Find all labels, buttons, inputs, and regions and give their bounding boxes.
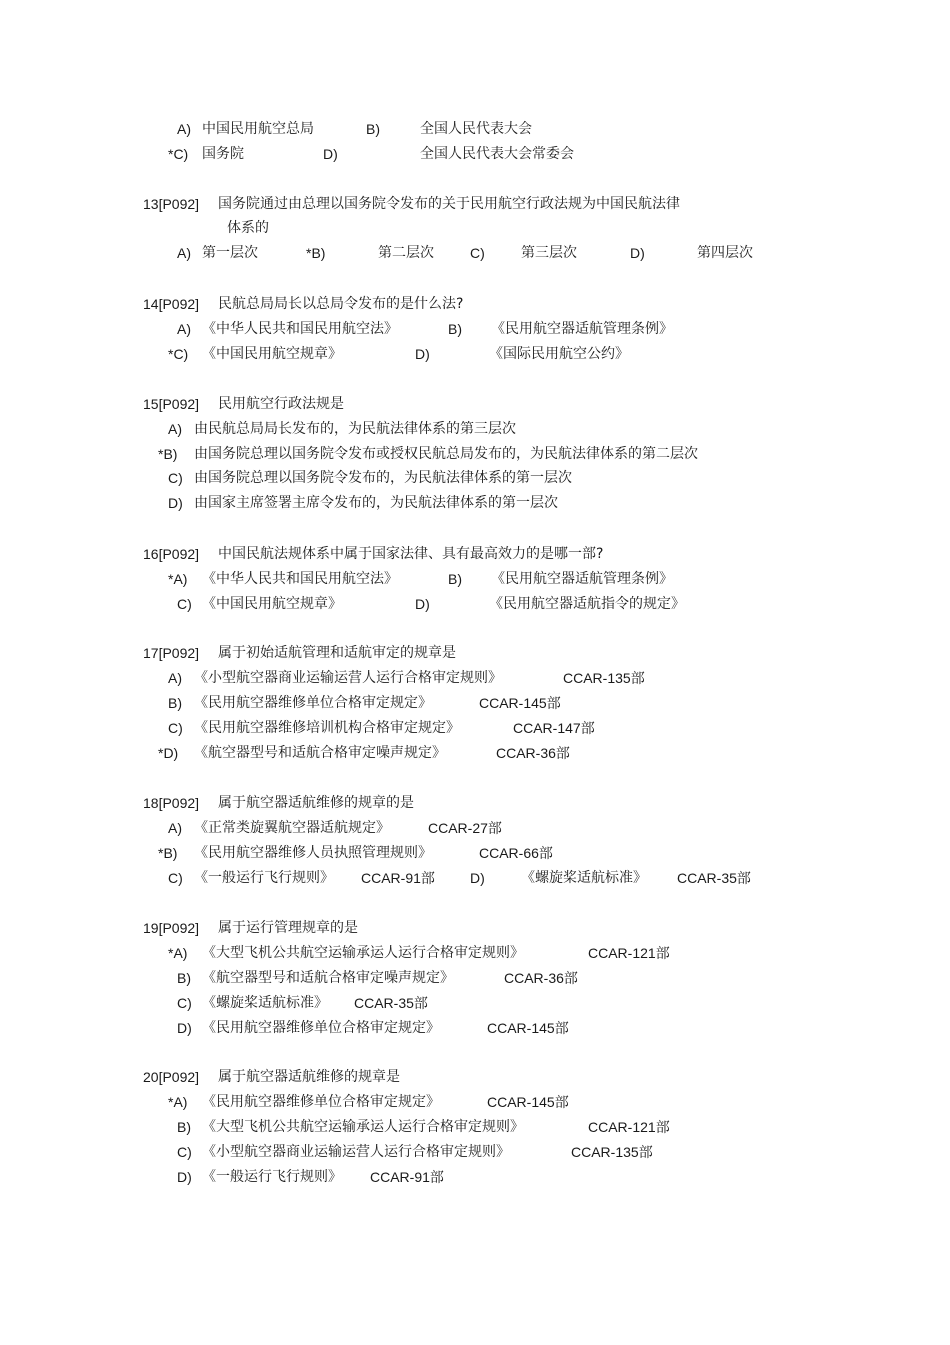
q20-number: 20[P092]	[143, 1069, 200, 1085]
q19-option-d-text: 《民用航空器维修单位合格审定规定》	[202, 1020, 440, 1036]
q14-option-a-text: 《中华人民共和国民用航空法》	[202, 321, 398, 337]
q18-option-c-text: 《一般运行飞行规则》	[194, 870, 334, 886]
q17-option-b-text: 《民用航空器维修单位合格审定规定》	[194, 695, 432, 711]
q15-option-b-label: *B)	[158, 446, 178, 462]
q13-option-d-label: D)	[630, 245, 645, 261]
q16-option-a-text: 《中华人民共和国民用航空法》	[202, 571, 398, 587]
q17-option-a-label: A)	[168, 670, 182, 686]
q20-option-c-code: CCAR-135部	[571, 1144, 653, 1160]
q13-option-a-text: 第一层次	[202, 245, 258, 261]
q14-option-b-label: B)	[448, 321, 462, 337]
q13-number: 13[P092]	[143, 196, 200, 212]
q20-option-a-label: *A)	[168, 1094, 188, 1110]
q19-option-b-text: 《航空器型号和适航合格审定噪声规定》	[202, 970, 454, 986]
q18-option-c-label: C)	[168, 870, 183, 886]
q16-option-b-text: 《民用航空器适航管理条例》	[491, 571, 673, 587]
q19-option-c-label: C)	[177, 995, 192, 1011]
q17-option-c-label: C)	[168, 720, 183, 736]
q15-option-a-label: A)	[168, 421, 182, 437]
q19-option-b-code: CCAR-36部	[504, 970, 578, 986]
q20-option-b-text: 《大型飞机公共航空运输承运人运行合格审定规则》	[202, 1119, 524, 1135]
q18-option-d-label: D)	[470, 870, 485, 886]
q12-option-d-label: D)	[323, 146, 338, 162]
q12-option-b-label: B)	[366, 121, 380, 137]
q18-option-a-label: A)	[168, 820, 182, 836]
q20-option-d-text: 《一般运行飞行规则》	[202, 1169, 342, 1185]
q13-option-a-label: A)	[177, 245, 191, 261]
q12-option-c-label: *C)	[168, 146, 189, 162]
q15-stem: 民用航空行政法规是	[218, 396, 344, 412]
q19-option-a-code: CCAR-121部	[588, 945, 670, 961]
q14-number: 14[P092]	[143, 296, 200, 312]
q13-option-d-text: 第四层次	[697, 245, 753, 261]
q16-option-a-label: *A)	[168, 571, 188, 587]
q18-stem: 属于航空器适航维修的规章的是	[218, 795, 414, 811]
q13-option-c-label: C)	[470, 245, 485, 261]
q19-stem: 属于运行管理规章的是	[218, 920, 358, 936]
q16-number: 16[P092]	[143, 546, 200, 562]
q20-option-a-text: 《民用航空器维修单位合格审定规定》	[202, 1094, 440, 1110]
q18-option-a-text: 《正常类旋翼航空器适航规定》	[194, 820, 390, 836]
q20-option-b-label: B)	[177, 1119, 191, 1135]
q12-option-b-text: 全国人民代表大会	[420, 121, 532, 137]
q17-stem: 属于初始适航管理和适航审定的规章是	[218, 645, 456, 661]
q20-option-c-label: C)	[177, 1144, 192, 1160]
q18-option-d-text: 《螺旋桨适航标准》	[521, 870, 647, 886]
q19-option-d-code: CCAR-145部	[487, 1020, 569, 1036]
q18-option-c-code: CCAR-91部	[361, 870, 435, 886]
q17-option-d-code: CCAR-36部	[496, 745, 570, 761]
q20-option-a-code: CCAR-145部	[487, 1094, 569, 1110]
q18-number: 18[P092]	[143, 795, 200, 811]
q15-option-c-label: C)	[168, 470, 183, 486]
q19-option-c-code: CCAR-35部	[354, 995, 428, 1011]
q17-option-c-code: CCAR-147部	[513, 720, 595, 736]
q14-option-b-text: 《民用航空器适航管理条例》	[491, 321, 673, 337]
q16-stem: 中国民航法规体系中属于国家法律、具有最高效力的是哪一部?	[218, 546, 604, 562]
q20-option-d-code: CCAR-91部	[370, 1169, 444, 1185]
q12-option-d-text: 全国人民代表大会常委会	[420, 146, 574, 162]
q19-option-c-text: 《螺旋桨适航标准》	[202, 995, 328, 1011]
q14-option-d-label: D)	[415, 346, 430, 362]
q19-option-a-text: 《大型飞机公共航空运输承运人运行合格审定规则》	[202, 945, 524, 961]
q20-option-c-text: 《小型航空器商业运输运营人运行合格审定规则》	[202, 1144, 510, 1160]
q17-option-b-code: CCAR-145部	[479, 695, 561, 711]
q17-number: 17[P092]	[143, 645, 200, 661]
q17-option-d-text: 《航空器型号和适航合格审定噪声规定》	[194, 745, 446, 761]
q15-option-d-label: D)	[168, 495, 183, 511]
q15-option-b-text: 由国务院总理以国务院令发布或授权民航总局发布的，为民航法律体系的第二层次	[194, 446, 698, 462]
q14-stem: 民航总局局长以总局令发布的是什么法?	[218, 296, 464, 312]
q18-option-b-label: *B)	[158, 845, 178, 861]
q14-option-d-text: 《国际民用航空公约》	[489, 346, 629, 362]
q13-option-c-text: 第三层次	[521, 245, 577, 261]
q19-option-a-label: *A)	[168, 945, 188, 961]
q15-option-d-text: 由国家主席签署主席令发布的，为民航法律体系的第一层次	[194, 495, 558, 511]
q17-option-b-label: B)	[168, 695, 182, 711]
q20-option-b-code: CCAR-121部	[588, 1119, 670, 1135]
q12-option-a-label: A)	[177, 121, 191, 137]
q13-stem-line2: 体系的	[227, 220, 269, 236]
q19-number: 19[P092]	[143, 920, 200, 936]
q18-option-b-text: 《民用航空器维修人员执照管理规则》	[194, 845, 432, 861]
q16-option-c-text: 《中国民用航空规章》	[202, 596, 342, 612]
q16-option-b-label: B)	[448, 571, 462, 587]
q13-stem-line1: 国务院通过由总理以国务院令发布的关于民用航空行政法规为中国民航法律	[218, 196, 680, 212]
q14-option-c-label: *C)	[168, 346, 189, 362]
q18-option-b-code: CCAR-66部	[479, 845, 553, 861]
q16-option-c-label: C)	[177, 596, 192, 612]
q14-option-c-text: 《中国民用航空规章》	[202, 346, 342, 362]
q17-option-a-text: 《小型航空器商业运输运营人运行合格审定规则》	[194, 670, 502, 686]
q17-option-a-code: CCAR-135部	[563, 670, 645, 686]
q15-number: 15[P092]	[143, 396, 200, 412]
q16-option-d-text: 《民用航空器适航指令的规定》	[489, 596, 685, 612]
q17-option-c-text: 《民用航空器维修培训机构合格审定规定》	[194, 720, 460, 736]
q15-option-a-text: 由民航总局局长发布的，为民航法律体系的第三层次	[194, 421, 516, 437]
q17-option-d-label: *D)	[158, 745, 179, 761]
q19-option-b-label: B)	[177, 970, 191, 986]
q18-option-a-code: CCAR-27部	[428, 820, 502, 836]
q15-option-c-text: 由国务院总理以国务院令发布的，为民航法律体系的第一层次	[194, 470, 572, 486]
q12-option-c-text: 国务院	[202, 146, 244, 162]
q20-stem: 属于航空器适航维修的规章是	[218, 1069, 400, 1085]
q12-option-a-text: 中国民用航空总局	[202, 121, 314, 137]
q19-option-d-label: D)	[177, 1020, 192, 1036]
q16-option-d-label: D)	[415, 596, 430, 612]
q14-option-a-label: A)	[177, 321, 191, 337]
q13-option-b-text: 第二层次	[378, 245, 434, 261]
q13-option-b-label: *B)	[306, 245, 326, 261]
q20-option-d-label: D)	[177, 1169, 192, 1185]
q18-option-d-code: CCAR-35部	[677, 870, 751, 886]
